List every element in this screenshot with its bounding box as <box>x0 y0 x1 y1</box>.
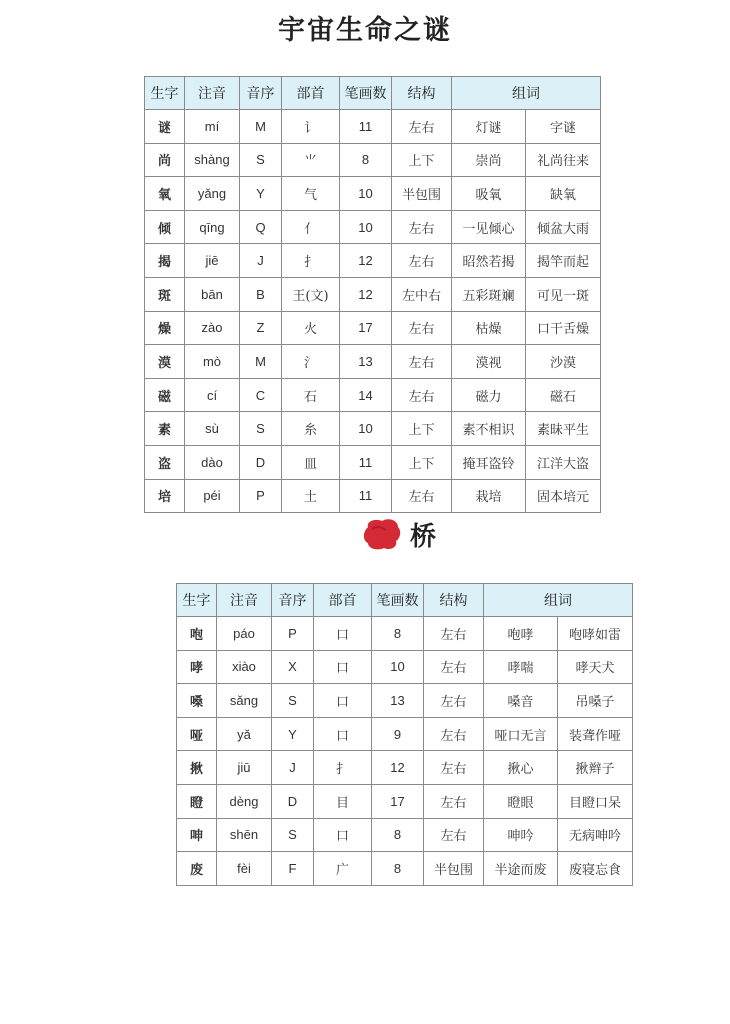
header-radical: 部首 <box>282 77 340 110</box>
cell-sequence: D <box>240 445 282 479</box>
cell-structure: 左右 <box>424 650 484 684</box>
table-row <box>145 244 601 278</box>
header-strokes: 笔画数 <box>372 584 424 617</box>
cell-strokes: 14 <box>340 378 392 412</box>
header-radical: 部首 <box>314 584 372 617</box>
cell-radical: 石 <box>282 378 340 412</box>
lesson1-title: 宇宙生命之谜 <box>278 15 452 46</box>
cell-word-2: 字谜 <box>526 110 601 144</box>
header-strokes: 笔画数 <box>340 77 392 110</box>
cell-radical: 扌 <box>282 244 340 278</box>
cell-structure: 左右 <box>392 345 452 379</box>
cell-word-2: 倾盆大雨 <box>526 210 601 244</box>
table-row <box>177 717 633 751</box>
cell-pinyin: xiào <box>217 650 272 684</box>
cell-word-2: 哮天犬 <box>558 650 633 684</box>
cell-structure: 左右 <box>424 818 484 852</box>
cell-pinyin: dèng <box>217 784 272 818</box>
cell-char: 素 <box>145 412 185 446</box>
cell-char: 磁 <box>145 378 185 412</box>
header-char: 生字 <box>145 77 185 110</box>
cell-word-1: 栽培 <box>452 479 526 513</box>
cell-structure: 半包围 <box>392 177 452 211</box>
cell-sequence: P <box>272 617 314 651</box>
cell-char: 倾 <box>145 210 185 244</box>
cell-word-2: 装聋作哑 <box>558 717 633 751</box>
cell-sequence: P <box>240 479 282 513</box>
cell-pinyin: jiū <box>217 751 272 785</box>
cell-sequence: S <box>272 684 314 718</box>
cell-structure: 左右 <box>392 244 452 278</box>
cell-word-1: 瞪眼 <box>484 784 558 818</box>
cell-word-1: 一见倾心 <box>452 210 526 244</box>
cell-word-2: 吊嗓子 <box>558 684 633 718</box>
cell-radical: 口 <box>314 818 372 852</box>
cell-sequence: J <box>272 751 314 785</box>
cell-pinyin: yǎng <box>185 177 240 211</box>
table-row <box>145 479 601 513</box>
cell-pinyin: yǎ <box>217 717 272 751</box>
cell-sequence: S <box>272 818 314 852</box>
cell-pinyin: jiē <box>185 244 240 278</box>
cell-char: 培 <box>145 479 185 513</box>
cell-strokes: 8 <box>340 143 392 177</box>
cell-structure: 左右 <box>424 717 484 751</box>
cell-word-2: 素昧平生 <box>526 412 601 446</box>
cell-word-2: 揭竿而起 <box>526 244 601 278</box>
cell-pinyin: cí <box>185 378 240 412</box>
cell-char: 揪 <box>177 751 217 785</box>
table-row <box>145 412 601 446</box>
cell-structure: 左右 <box>424 617 484 651</box>
cell-radical: 王(文) <box>282 277 340 311</box>
cell-radical: 氵 <box>282 345 340 379</box>
cell-radical: 糸 <box>282 412 340 446</box>
cell-pinyin: dào <box>185 445 240 479</box>
cell-pinyin: shàng <box>185 143 240 177</box>
cell-radical: 口 <box>314 617 372 651</box>
cell-radical: 皿 <box>282 445 340 479</box>
cell-radical: 口 <box>314 684 372 718</box>
cell-char: 瞪 <box>177 784 217 818</box>
cell-strokes: 10 <box>372 650 424 684</box>
cell-word-1: 哑口无言 <box>484 717 558 751</box>
cell-pinyin: sù <box>185 412 240 446</box>
cell-word-1: 呻吟 <box>484 818 558 852</box>
cell-word-2: 废寝忘食 <box>558 852 633 886</box>
cell-word-2: 沙漠 <box>526 345 601 379</box>
cell-structure: 左中右 <box>392 277 452 311</box>
cell-word-2: 揪辫子 <box>558 751 633 785</box>
cell-pinyin: bān <box>185 277 240 311</box>
cell-radical: 火 <box>282 311 340 345</box>
cell-strokes: 11 <box>340 479 392 513</box>
cell-sequence: M <box>240 110 282 144</box>
cell-char: 嗓 <box>177 684 217 718</box>
cell-radical: 气 <box>282 177 340 211</box>
cell-pinyin: sǎng <box>217 684 272 718</box>
cell-strokes: 13 <box>340 345 392 379</box>
cell-sequence: D <box>272 784 314 818</box>
cell-strokes: 8 <box>372 617 424 651</box>
cell-radical: 土 <box>282 479 340 513</box>
table-row <box>177 852 633 886</box>
cell-radical: 目 <box>314 784 372 818</box>
cell-word-2: 咆哮如雷 <box>558 617 633 651</box>
cell-word-1: 嗓音 <box>484 684 558 718</box>
cell-strokes: 10 <box>340 210 392 244</box>
cell-structure: 半包围 <box>424 852 484 886</box>
cell-structure: 左右 <box>392 110 452 144</box>
table-row <box>145 210 601 244</box>
table-row <box>177 784 633 818</box>
cell-word-2: 磁石 <box>526 378 601 412</box>
cell-strokes: 9 <box>372 717 424 751</box>
cell-word-2: 无病呻吟 <box>558 818 633 852</box>
cell-pinyin: fèi <box>217 852 272 886</box>
cell-char: 斑 <box>145 277 185 311</box>
cell-word-1: 灯谜 <box>452 110 526 144</box>
cell-word-1: 崇尚 <box>452 143 526 177</box>
header-char: 生字 <box>177 584 217 617</box>
cell-structure: 左右 <box>424 684 484 718</box>
table-row <box>145 177 601 211</box>
cell-sequence: C <box>240 378 282 412</box>
cell-word-1: 磁力 <box>452 378 526 412</box>
table-row <box>145 311 601 345</box>
cell-strokes: 12 <box>372 751 424 785</box>
cell-word-1: 半途而废 <box>484 852 558 886</box>
cell-sequence: Y <box>272 717 314 751</box>
cell-word-2: 可见一斑 <box>526 277 601 311</box>
cell-radical: 亻 <box>282 210 340 244</box>
cell-word-1: 五彩斑斓 <box>452 277 526 311</box>
cell-strokes: 10 <box>340 177 392 211</box>
cell-word-2: 固本培元 <box>526 479 601 513</box>
cell-sequence: Z <box>240 311 282 345</box>
cell-strokes: 12 <box>340 244 392 278</box>
cell-radical: 扌 <box>314 751 372 785</box>
cell-word-1: 昭然若揭 <box>452 244 526 278</box>
cell-sequence: B <box>240 277 282 311</box>
table-row <box>145 445 601 479</box>
cell-structure: 上下 <box>392 143 452 177</box>
cell-strokes: 11 <box>340 445 392 479</box>
cell-word-2: 缺氧 <box>526 177 601 211</box>
cell-char: 谜 <box>145 110 185 144</box>
cell-char: 尚 <box>145 143 185 177</box>
table-row <box>145 110 601 144</box>
cell-char: 氧 <box>145 177 185 211</box>
cell-radical: 讠 <box>282 110 340 144</box>
cell-structure: 左右 <box>392 378 452 412</box>
cell-strokes: 11 <box>340 110 392 144</box>
cell-char: 漠 <box>145 345 185 379</box>
cell-word-1: 枯燥 <box>452 311 526 345</box>
table-row <box>177 751 633 785</box>
cell-sequence: Q <box>240 210 282 244</box>
cell-char: 燥 <box>145 311 185 345</box>
cell-sequence: S <box>240 412 282 446</box>
cell-structure: 左右 <box>424 784 484 818</box>
cell-pinyin: qīng <box>185 210 240 244</box>
cell-word-1: 素不相识 <box>452 412 526 446</box>
cell-structure: 上下 <box>392 412 452 446</box>
cell-radical: 口 <box>314 650 372 684</box>
header-pinyin: 注音 <box>217 584 272 617</box>
cell-structure: 左右 <box>392 311 452 345</box>
cell-strokes: 12 <box>340 277 392 311</box>
table-header-row <box>145 77 601 110</box>
cell-word-2: 口干舌燥 <box>526 311 601 345</box>
cell-word-1: 咆哮 <box>484 617 558 651</box>
header-words: 组词 <box>452 77 601 110</box>
cell-sequence: S <box>240 143 282 177</box>
cell-structure: 左右 <box>392 210 452 244</box>
cell-pinyin: péi <box>185 479 240 513</box>
cell-word-1: 吸氧 <box>452 177 526 211</box>
cell-strokes: 10 <box>340 412 392 446</box>
header-pinyin: 注音 <box>185 77 240 110</box>
table-row <box>145 277 601 311</box>
lesson2-vocab-table <box>176 583 633 886</box>
cell-sequence: Y <box>240 177 282 211</box>
header-sequence: 音序 <box>240 77 282 110</box>
table-row <box>177 617 633 651</box>
cell-word-1: 漠视 <box>452 345 526 379</box>
table-header-row <box>177 584 633 617</box>
cell-radical: ⺌ <box>282 143 340 177</box>
cell-structure: 左右 <box>392 479 452 513</box>
cell-sequence: M <box>240 345 282 379</box>
cell-word-1: 揪心 <box>484 751 558 785</box>
cell-word-2: 目瞪口呆 <box>558 784 633 818</box>
cell-char: 呻 <box>177 818 217 852</box>
cell-radical: 口 <box>314 717 372 751</box>
header-words: 组词 <box>484 584 633 617</box>
cell-strokes: 13 <box>372 684 424 718</box>
cell-pinyin: shēn <box>217 818 272 852</box>
cell-strokes: 17 <box>340 311 392 345</box>
table-row <box>177 650 633 684</box>
cell-char: 哮 <box>177 650 217 684</box>
cell-sequence: X <box>272 650 314 684</box>
header-sequence: 音序 <box>272 584 314 617</box>
cell-word-1: 掩耳盗铃 <box>452 445 526 479</box>
cell-pinyin: páo <box>217 617 272 651</box>
cell-char: 揭 <box>145 244 185 278</box>
cell-pinyin: mò <box>185 345 240 379</box>
table-row <box>145 143 601 177</box>
cell-word-2: 礼尚往来 <box>526 143 601 177</box>
cell-structure: 上下 <box>392 445 452 479</box>
table-row <box>145 378 601 412</box>
cell-pinyin: zào <box>185 311 240 345</box>
cell-sequence: J <box>240 244 282 278</box>
cell-word-2: 江洋大盗 <box>526 445 601 479</box>
cell-char: 盗 <box>145 445 185 479</box>
cell-strokes: 17 <box>372 784 424 818</box>
table-row <box>177 684 633 718</box>
header-structure: 结构 <box>424 584 484 617</box>
cell-structure: 左右 <box>424 751 484 785</box>
table-row <box>177 818 633 852</box>
cell-radical: 广 <box>314 852 372 886</box>
red-ink-blot-icon <box>362 517 402 551</box>
cell-char: 咆 <box>177 617 217 651</box>
table-row <box>145 345 601 379</box>
cell-char: 废 <box>177 852 217 886</box>
lesson1-vocab-table <box>144 76 601 513</box>
cell-pinyin: mí <box>185 110 240 144</box>
lesson2-title-text: 桥 <box>410 521 437 552</box>
header-structure: 结构 <box>392 77 452 110</box>
cell-strokes: 8 <box>372 852 424 886</box>
lesson2-title <box>362 514 436 554</box>
cell-sequence: F <box>272 852 314 886</box>
cell-word-1: 哮喘 <box>484 650 558 684</box>
cell-strokes: 8 <box>372 818 424 852</box>
cell-char: 哑 <box>177 717 217 751</box>
